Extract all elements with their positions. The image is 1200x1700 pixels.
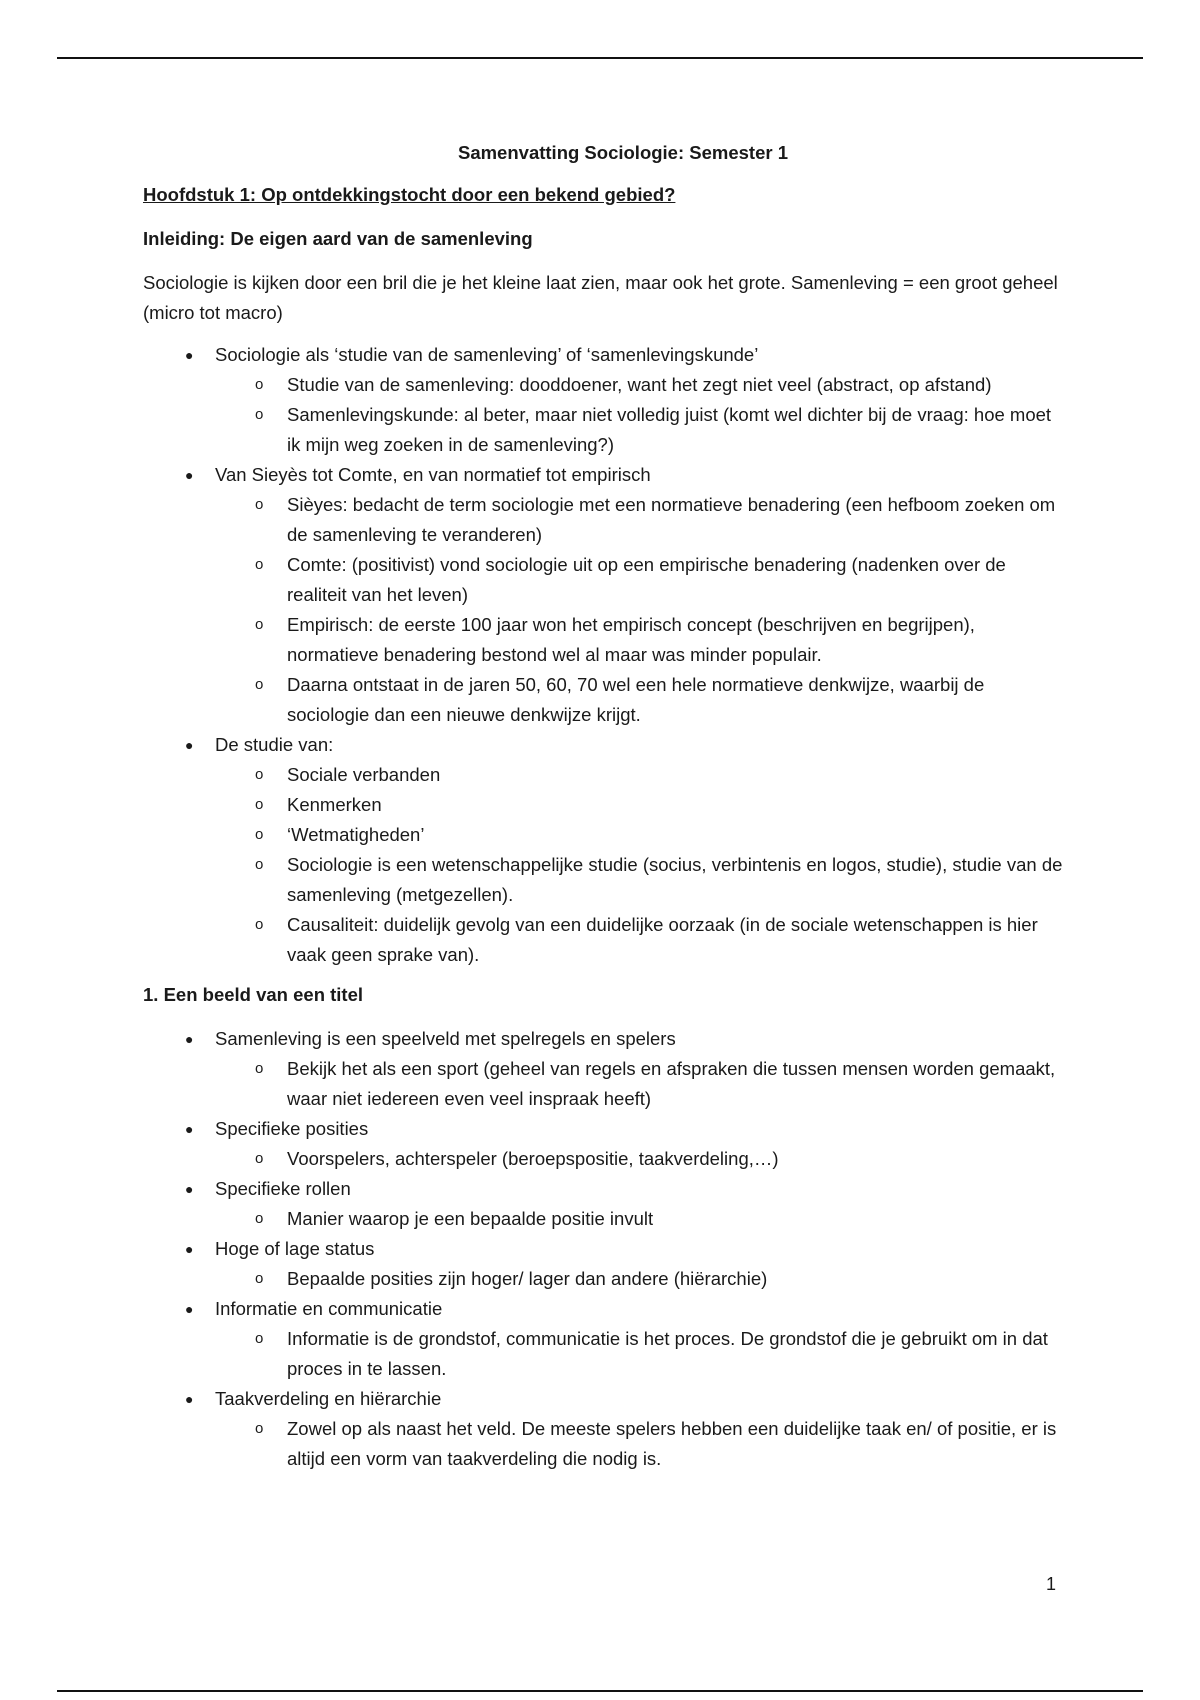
sub-list-item-text: Comte: (positivist) vond sociologie uit op een empirische benadering (nadenken over de realiteit van het leven) (287, 554, 1006, 605)
list-item-text: Sociologie als ‘studie van de samenleving’ of ‘samenlevingskunde’ (215, 344, 759, 365)
sub-list-item (215, 1264, 1063, 1294)
list-item-text: Taakverdeling en hiërarchie (215, 1388, 442, 1409)
list-item (143, 1294, 1063, 1384)
intro-heading: Inleiding: De eigen aard van de samenleving (143, 228, 533, 249)
sub-list-item (215, 490, 1063, 550)
list-item (143, 460, 1063, 730)
circle-bullet-icon: o (255, 1060, 264, 1077)
bullet-icon: ● (185, 1181, 194, 1197)
list-item (143, 340, 1063, 460)
bullet-icon: ● (185, 1031, 194, 1047)
circle-bullet-icon: o (255, 376, 264, 393)
sub-list-item-text: Sociologie is een wetenschappelijke studie (socius, verbintenis en logos, studie), studie van de samenleving (metgezellen). (287, 854, 1063, 905)
list-item (143, 1174, 1063, 1234)
bullet-icon: ● (185, 1241, 194, 1257)
circle-bullet-icon: o (255, 406, 264, 423)
sub-list-item-text: Sociale verbanden (287, 764, 441, 785)
bullet-icon: ● (185, 737, 194, 753)
sub-list (215, 1324, 1063, 1384)
footer-rule (57, 1690, 1143, 1692)
circle-bullet-icon: o (255, 826, 264, 843)
sub-list (215, 1054, 1063, 1114)
list-item-text: Samenleving is een speelveld met spelregels en spelers (215, 1028, 676, 1049)
sub-list (215, 1144, 1063, 1174)
sub-list (215, 370, 1063, 460)
header-rule (57, 57, 1143, 59)
sub-list-item (215, 820, 1063, 850)
sub-list-item (215, 670, 1063, 730)
list-item-text: Specifieke posities (215, 1118, 369, 1139)
document-page (143, 138, 1063, 1474)
list-item (143, 1234, 1063, 1294)
document-title: Samenvatting Sociologie: Semester 1 (457, 142, 789, 163)
sub-list-item-text: Studie van de samenleving: dooddoener, want het zegt niet veel (abstract, op afstand) (287, 374, 992, 395)
sub-list (215, 760, 1063, 970)
list-item-text: Specifieke rollen (215, 1178, 351, 1199)
list-item-text: De studie van: (215, 734, 334, 755)
sub-list-item-text: Causaliteit: duidelijk gevolg van een duidelijke oorzaak (in de sociale wetenschappen is hier vaak geen sprake van). (287, 914, 1038, 965)
sub-list-item-text: Daarna ontstaat in de jaren 50, 60, 70 wel een hele normatieve denkwijze, waarbij de sociologie dan een nieuwe denkwijze krijgt. (287, 674, 985, 725)
sub-list-item (215, 1054, 1063, 1114)
sub-list-item-text: Voorspelers, achterspeler (beroepspositie, taakverdeling,…) (287, 1148, 779, 1169)
sub-list-item (215, 910, 1063, 970)
bullet-icon: ● (185, 1391, 194, 1407)
sub-list-item (215, 1144, 1063, 1174)
circle-bullet-icon: o (255, 1330, 264, 1347)
sub-list-item-text: Informatie is de grondstof, communicatie is het proces. De grondstof die je gebruikt om in dat proces in te lassen. (287, 1328, 1048, 1379)
chapter-heading: Hoofdstuk 1: Op ontdekkingstocht door een bekend gebied? (143, 184, 676, 205)
sub-list (215, 1204, 1063, 1234)
circle-bullet-icon: o (255, 1150, 264, 1167)
sub-list-item (215, 1414, 1063, 1474)
list-item (143, 1114, 1063, 1174)
list-item-text: Van Sieyès tot Comte, en van normatief tot empirisch (215, 464, 651, 485)
circle-bullet-icon: o (255, 1270, 264, 1287)
circle-bullet-icon: o (255, 856, 264, 873)
intro-list (143, 340, 1063, 970)
sub-list-item-text: Bekijk het als een sport (geheel van regels en afspraken die tussen mensen worden gemaakt, waar niet iedereen even veel inspraak heeft) (287, 1058, 1056, 1109)
section-1-heading: 1. Een beeld van een titel (143, 984, 364, 1005)
circle-bullet-icon: o (255, 616, 264, 633)
sub-list-item (215, 370, 1063, 400)
sub-list-item (215, 1204, 1063, 1234)
sub-list-item (215, 850, 1063, 910)
list-item (143, 1384, 1063, 1474)
page-number: 1 (1046, 1574, 1057, 1594)
circle-bullet-icon: o (255, 1420, 264, 1437)
circle-bullet-icon: o (255, 766, 264, 783)
bullet-icon: ● (185, 1301, 194, 1317)
sub-list-item-text: Manier waarop je een bepaalde positie invult (287, 1208, 654, 1229)
sub-list-item (215, 400, 1063, 460)
sub-list (215, 490, 1063, 730)
list-item-text: Informatie en communicatie (215, 1298, 443, 1319)
sub-list-item (215, 550, 1063, 610)
bullet-icon: ● (185, 1121, 194, 1137)
sub-list (215, 1264, 1063, 1294)
sub-list (215, 1414, 1063, 1474)
list-item-text: Hoge of lage status (215, 1238, 375, 1259)
sub-list-item-text: Sièyes: bedacht de term sociologie met een normatieve benadering (een hefboom zoeken om de samenleving te veranderen) (287, 494, 1056, 545)
list-item (143, 1024, 1063, 1114)
sub-list-item-text: Zowel op als naast het veld. De meeste spelers hebben een duidelijke taak en/ of positie, er is altijd een vorm van taakverdeling die nodig is. (287, 1418, 1057, 1469)
bullet-icon: ● (185, 467, 194, 483)
sub-list-item (215, 790, 1063, 820)
bullet-icon: ● (185, 347, 194, 363)
sub-list-item (215, 1324, 1063, 1384)
sub-list-item (215, 760, 1063, 790)
sub-list-item-text: Empirisch: de eerste 100 jaar won het empirisch concept (beschrijven en begrijpen), normatieve benadering bestond wel al maar was minder populair. (287, 614, 975, 665)
sub-list-item-text: Bepaalde posities zijn hoger/ lager dan andere (hiërarchie) (287, 1268, 768, 1289)
circle-bullet-icon: o (255, 556, 264, 573)
circle-bullet-icon: o (255, 916, 264, 933)
sub-list-item-text: Kenmerken (287, 794, 382, 815)
circle-bullet-icon: o (255, 496, 264, 513)
circle-bullet-icon: o (255, 1210, 264, 1227)
sub-list-item-text: Samenlevingskunde: al beter, maar niet volledig juist (komt wel dichter bij de vraag: hoe moet ik mijn weg zoeken in de samenleving?) (287, 404, 1052, 455)
sub-list-item (215, 610, 1063, 670)
circle-bullet-icon: o (255, 676, 264, 693)
section-1-list (143, 1024, 1063, 1474)
list-item (143, 730, 1063, 970)
circle-bullet-icon: o (255, 796, 264, 813)
intro-paragraph: Sociologie is kijken door een bril die je het kleine laat zien, maar ook het grote. Samenleving = een groot geheel (micro tot macro) (143, 272, 1058, 323)
sub-list-item-text: ‘Wetmatigheden’ (287, 824, 425, 845)
